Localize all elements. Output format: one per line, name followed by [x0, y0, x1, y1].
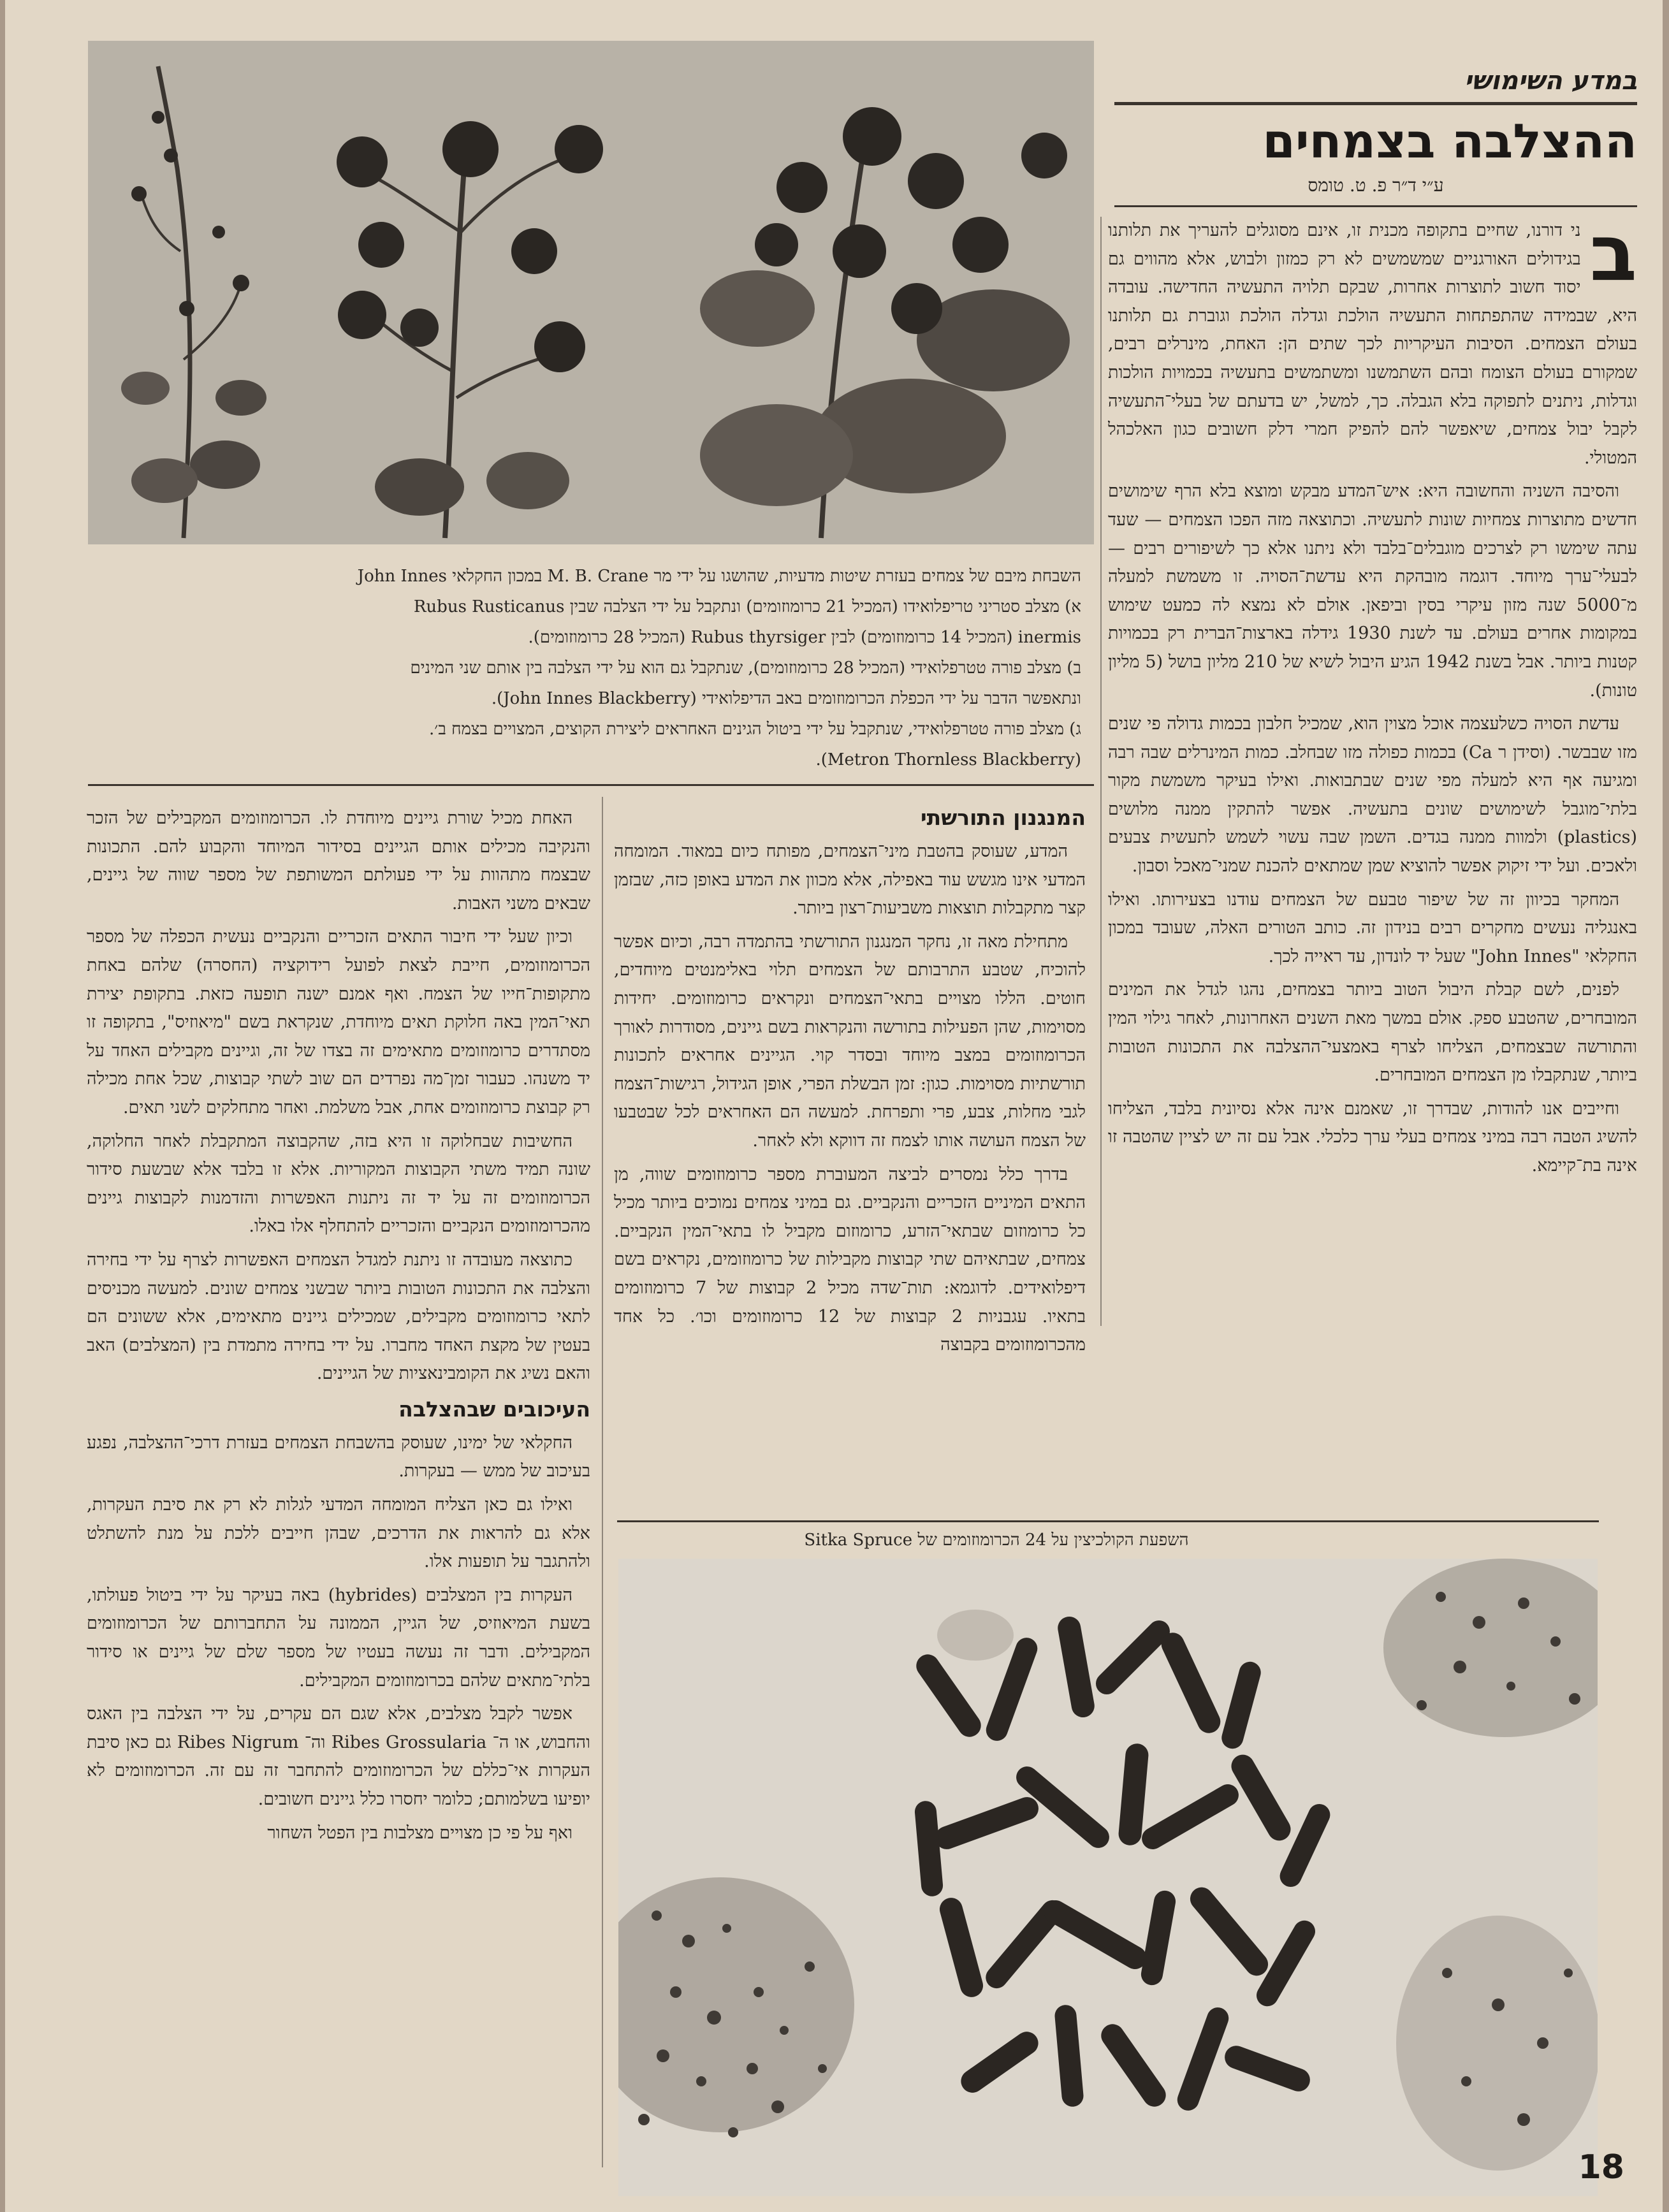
- caption-line: ג) מצלב פורה טטרפלואידי, שנתקבל על ידי ביטול הגינים האחראים ליצירת הקוצים, המצויים בצמח ב׳.: [429, 720, 1081, 739]
- caption-rule: [88, 784, 1094, 786]
- blackberry-photo-art: [88, 41, 1094, 544]
- byline: ע״י ד״ר פ. ט. טומס: [1308, 175, 1444, 196]
- body-paragraph: בדרך כלל נמסרים לביצה המעוברת מספר כרומוזומים שווה, מן התאים המיניים הזכריים והנקביים. גם במיני צמחים נמוכים ביותר מכיל כל כרומוזום שבתאי־הזרע, כרומוזום מקביל לו בתאי־המין הנקביים. צמחים, שבתאיהם שתי קבוצות מקבילות של כרומוזומים, נקראים בשם דיפלואידים. לדוגמא: תות־שדה מכיל 2 קבוצות של 7 כרומוזומים בתאיו. עגבניות 2 קבוצות של 12 כרומוזומים וכו׳. כל אחד מהכרומוזומים בקבוצה: [614, 1164, 1086, 1355]
- body-paragraph: ואף על פי כן מצויים מצלבות בין הפטל השחור: [267, 1823, 572, 1843]
- caption-line: ונתאפשר הדבר על ידי הכפלת הכרומוזומים באב הדיפלואידי (John Innes Blackberry).: [491, 689, 1081, 708]
- body-paragraph: האחת מכיל שורת גיינים מיוחדת לו. הכרומוזומים המקבילים של הזכר והנקיבה מכילים אותם הגיינים בסידור המיוחד והקבוע להם. התכונות שבצמח מתהוות על ידי פעולתם המשותפת של מספר שווה של גיינים, שבאים משני האבות.: [87, 808, 590, 913]
- body-paragraph: וכיון שעל ידי חיבור התאים הזכריים והנקביים נעשית הכפלה של מספר הכרומוזומים, חייבת לצאת לפועל רידוקציה (החסרה) שלהם באחת מתקופות־חייו של הצמח. ואף אמנם ישנה תופעה כזאת. בתקופת יצירת תאי־המין באה חלוקת תאים מיוחדת, שנקראת בשם "מיאוזיס", בתקופה זו מסתדרים כרומוזומים מתאימים זה בצדו של זה, וגיינים מקבילים האחד על יד משנהו. כעבור זמן־מה נפרדים הם שוב לשתי קבוצות, שכל אחת מכילה רק קבוצת כרומוזומים אחת, אבל משלמת. ואחר מתחלקים לשני תאים.: [87, 927, 590, 1117]
- intro-paragraph: ני דורנו, שחיים בתקופה מכנית זו, אינם מסוגלים להעריך את תלותנו בגידולים האורגניים שמשמשים לא רק כמזון ולבוש, אלא מהווים גם יסוד חשוב לתוצרות אחרות, שבקם תלויה התעשיה החדישה. עובדה היא, שבמידה שהתפתחות התעשיה הולכת וגדלה הולכת וגוברת גם תלותנו בעולם הצמחים. הסיבות העיקריות לכך שתים הן: האחת, מינרלים רבים, שמקורם בעולם הצומח ובהם השתמשנו ומשתמשים בתעשיה בכמויות הולכות וגדלות, ניתנים לתפוקה בלא הגבלה. כך, למשל, יש בדעתם של בעלי־התעשיה לקבל יבול צמחים, שיאפשר להם להפיק חמרי דלק חשובים כגון האלכהל המטולי.: [1108, 221, 1637, 468]
- chromosome-photo: [618, 1559, 1598, 2196]
- intro-paragraph: המחקר בכיוון זה של שיפור טבעם של הצמחים עודנו בצעירותו. ואילו באנגליה נעשים מחקרים רבים בנידון זה. כותב הטורים האלה, שעובד במכון החקלאי "John Innes" שעל יד לונדון, עד ראייה לכך.: [1108, 889, 1637, 966]
- section-label: במדע השימושי: [1464, 66, 1637, 96]
- intro-paragraph: לפנים, לשם קבלת היבול הטוב ביותר בצמחים, נהגו לגדל את המינים המובחרים, שהטבע ספק. אולם במשך מאת השנים האחרונות, לאחר גילוי המין והתורשה שבצמחים, הצליחו לצרף באמצעי־ההצלבה את התכונות הטובות ביותר, שנתקבלו מן הצמחים המובחרים.: [1108, 980, 1637, 1086]
- intro-paragraph: והסיבה השניה והחשובה היא: איש־המדע מבקש ומוצא בלא הרף שימושים חדשים מתוצרות צמחיות שונות לתעשיה. וכתוצאה מזה הפכו הצמחים — שעד עתה שימשו רק לצרכים מוגבלים־בלבד ולא ניתנו אלא כך לשיפורים רבים — לבעלי־ערך מיוחד. דוגמה מובהקת היא עדשת־הסויה. זו משמשת למעלה מ־5000 שנה מזון עיקרי בסין וביפאן. אולם לא נמצא לה כמעט שימוש במקומות אחרים בעולם. עד לשנת 1930 גידלה בארצות־הברית רק בכמויות קטנות ביותר. אבל בשנת 1942 הגיע היבול לשיא של 210 מליון בושל (5 מליון טונות).: [1108, 481, 1637, 701]
- intro-paragraph: עדשת הסויה כשלעצמה אוכל מצוין הוא, שמכיל חלבון בכמות גדולה פי שנים מזו שבבשר. (וסידן ר Ca) בכמות כפולה מזו שבחלב. כמות המינרלים שבה רבה ומגיעה אף היא למעלה מפי שנים שבתבואות. ואילו בעיקר משמשת מקור בלתי־מוגבל לשימושים שונים בתעשיה. אפשר להתקין ממנה מלושים (plastics) ולמוות ממנה בגדים. השמן שבה עשוי לשמש לתעשית צבעים ולאכים. ועל ידי זיקוק אפשר להוציא שמן שמתאים להכנת שמני־מאכל וסבון.: [1108, 714, 1637, 877]
- body-paragraph: החקלאי של ימינו, שעוסק בהשבחת הצמחים בעזרת דרכי־ההצלבה, נפגע בעיכוב של ממש — בעקרות.: [87, 1432, 590, 1481]
- body-paragraph: העקרות בין המצלבים (hybrides) באה בעיקר על ידי ביטול פעולתו, בשעת המיאוזיס, של הגיין, הממונה על התחברותם של הכרומוזומים המקבילים. ודבר זה נעשה בעטיו של מספר שלם של גיינים או סידור בלתי־מתאים שלהם בכרומוזומים המקבילים.: [87, 1585, 590, 1691]
- magazine-page: [5, 0, 1663, 2212]
- article-title: ההצלבה בצמחים: [1262, 114, 1637, 169]
- byline-rule: [1114, 205, 1637, 207]
- body-paragraph: החשיבות שבחלוקה זו היא בזה, שהקבוצה המתקבלת לאחר החלוקה, שונה תמיד משתי הקבוצות המקוריות. אלא זו בלבד אלא שבשעת סידור הכרומוזומים זה על יד זה ניתנות האפשרות והזדמנות לקבוצות גיינים מהכרומוזומים הנקביים והזכריים להתחלף אלו באלו.: [87, 1131, 590, 1237]
- section-rule: [1114, 102, 1637, 105]
- caption-line: השבחת מיבם של צמחים בעזרת שיטות מדעיות, שהושגו על ידי מר M. B. Crane במכון החקלאי John Innes: [357, 567, 1081, 586]
- left-column: [87, 804, 590, 2207]
- column-divider: [602, 797, 603, 2167]
- body-paragraph: מתחילת מאה זו, נחקר המנגנון התורשתי בהתמדה רבה, וכיום אפשר להוכיח, שטבע התרבותם של הצמחים תלוי באלימנטים מיוחדים, חוטים. הללו מצויים בתאי־הצמחים ונקראים כרומוזומים. יחידות מסוימות, שהן הפעילות בתורשה והנקראות בשם גיינים, מסודרות לאורך הכרומוזומים במצב מיוחד ובסדר קוי. הגיינים אחראים לתכונות תורשתיות מסוימות. כגון: זמן הבשלת הפרי, אופן הגידול, רגישות־הצמח לגבי מחלות, צבע, פרי ותפרחת. למעשה הם האחראים לכל שבטבעו של הצמח העושה אותו לצמח זה דווקא ולא לאחר.: [614, 931, 1086, 1151]
- caption-line: inermis (המכיל 14 כרומוזומים) לבין Rubus thyrsiger (המכיל 28 כרומוזומים).: [528, 628, 1081, 647]
- middle-column: [614, 797, 1086, 1511]
- top-photo-caption: [101, 561, 1081, 775]
- blackberry-photo: [88, 41, 1094, 544]
- caption-line: (Metron Thornless Blackberry).: [815, 750, 1081, 769]
- intro-column: [1108, 217, 1637, 1339]
- body-paragraph: ואילו גם כאן הצליח המומחה המדעי לגלות לא רק את סיבת העקרות, אלא גם להראות את הדרכים, שבהן חייבים ללכת על מנת להשתלט ולהתגבר על תופעות אלו.: [87, 1495, 590, 1572]
- body-paragraph: המדע, שעוסק בהטבת מיני־הצמחים, מפותח כיום במאוד. המומחה המדעי אינו מגשש עוד באפילה, אלא מכוון את המדע באופן כזה, שבזמן קצר מתקבלות תוצאות משביעות־רצון ביותר.: [614, 841, 1086, 919]
- section-heading: המנגנון התורשתי: [920, 805, 1086, 830]
- caption-line: א) מצלב סטריני טריפלואידו (המכיל 21 כרומוזומים) ונתקבל על ידי הצלבה שבין Rubus Rusticanus: [413, 597, 1081, 616]
- dropcap-letter: ב: [1589, 217, 1637, 298]
- intro-paragraph: וחייבים אנו להודות, שבדרך זו, שאמנם אינה אלא נסיונית בלבד, הצליחו להשיג הטבה רבה במיני צמחים בעלי ערך כלכלי. אבל עם זה יש לציין שהטבה זו אינה בת־קיימא.: [1108, 1098, 1637, 1175]
- chromosome-photo-art: [618, 1559, 1598, 2196]
- bottom-caption-rule: [617, 1520, 1599, 1522]
- page-number: 18: [1578, 2148, 1624, 2187]
- section-heading: העיכובים שבהצלבה: [398, 1396, 590, 1422]
- body-paragraph: כתוצאה מעובדה זו ניתנת למגדל הצמחים האפשרות לצרף על ידי בחירה והצלבה את התכונות הטובות ביותר שבשני צמחים שונים. למעשה מכניסים לתאי כרומוזומים מקבילים, שמכילים גיינים מתאימים, אלא ששונים הם בעטין של מקצת האחד מחברו. על ידי בחירה מתמדת בין (המצלבים) האב והאם נשיג את הקומבינאציות של הגיינים.: [87, 1249, 590, 1384]
- chromosome-photo-caption: השפעת הקולכיצין על 24 הכרומוזומים של Sitka Spruce: [804, 1531, 1189, 1550]
- caption-line: ב) מצלב פורה טטרפלואידי (המכיל 28 כרומוזומים), שנתקבל גם הוא על ידי הצלבה בין אותם שני המינים: [410, 659, 1081, 678]
- body-paragraph: אפשר לקבל מצלבים, אלא שגם הם עקרים, על ידי הצלבה בין האגס והחבוש, או ה־ Ribes Grossularia וה־ Ribes Nigrum גם כאן סיבת העקרות אי־כללם של הכרומוזומים להתחבר זה עם זה. הכרומוזומים לא יופיעו בשלמותם; כלומר יחסרו כלל גיינים חשובים.: [87, 1704, 590, 1809]
- column-divider: [1100, 217, 1102, 1326]
